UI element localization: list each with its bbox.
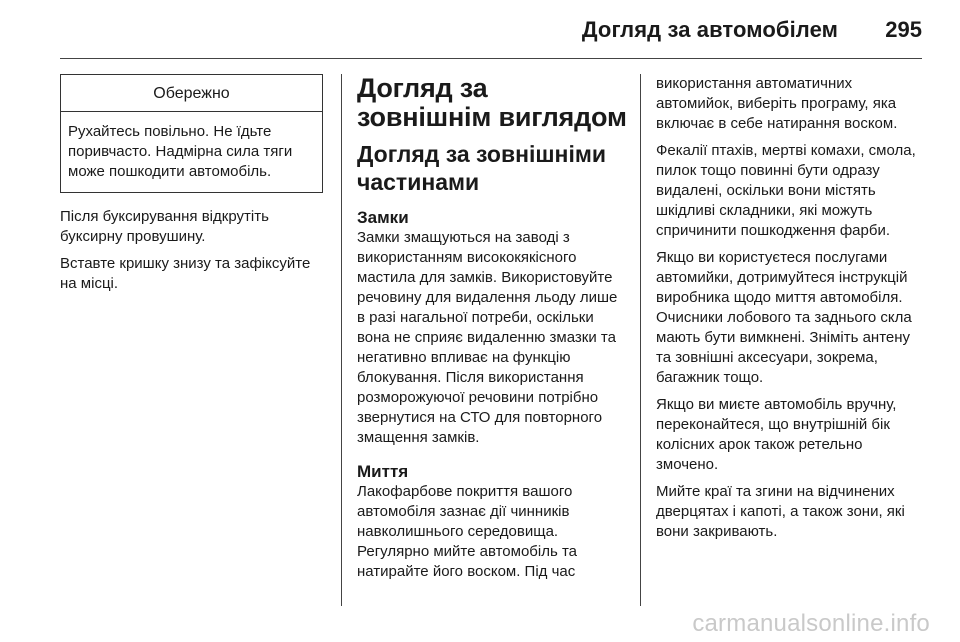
paragraph: Якщо ви користуєтеся послугами автомийки, дотримуйтеся інструкцій виробника щодо миття автомобіля. Очисники лобового та заднього скла мають бути вимкнені. Зніміть антену та зовнішні аксесуари, зокрема, багажник тощо. (656, 249, 912, 386)
paragraph: Якщо ви миєте автомобіль вручну, переконайтеся, що внутрішній бік колісних арок також ретельно змочено. (656, 396, 897, 473)
caution-text: Рухайтесь повільно. Не їдьте поривчасто. Надмірна сила тяги може пошкодити автомобіль. (68, 123, 293, 180)
column-divider-2 (640, 74, 641, 606)
locks-text: Замки змащуються на заводі з використанням висококякісного мастила для замків. Використовуйте речовину для видалення льоду лише в разі нагальної потреби, оскільки вона не сприяє видаленню змазки та негативно впливає на функцію блокування. Після використання розморожуючої речовини потрібно звернутися на СТО для повторного змащення замків. (357, 229, 618, 446)
page-number: 295 (885, 17, 922, 42)
paragraph: Мийте краї та згини на відчинених дверцятах і капоті, а також зони, які вони закривають. (656, 483, 905, 540)
section-heading: Догляд за зовнішнім виглядом (357, 73, 627, 132)
column-divider-1 (341, 74, 342, 606)
washing-heading: Миття (357, 462, 409, 481)
locks-heading: Замки (357, 208, 409, 227)
paragraph: Фекалії птахів, мертві комахи, смола, пилок тощо повинні бути одразу видалені, оскільки вони містять шкідливі складники, які можуть спричинити пошкодження фарби. (656, 142, 916, 239)
caution-box (60, 74, 323, 193)
paragraph: Вставте кришку знизу та зафіксуйте на місці. (60, 255, 311, 292)
page-header (0, 0, 960, 58)
caution-title: Обережно (61, 75, 322, 112)
running-title: Догляд за автомобілем (581, 17, 838, 42)
paragraph: використання автоматичних автомийок, виберіть програму, яка включає в себе натирання воском. (656, 75, 898, 132)
header-divider (60, 58, 922, 59)
subsection-heading: Догляд за зовнішніми частинами (357, 141, 606, 195)
watermark-text: carmanualsonline.info (692, 610, 930, 637)
column-3 (656, 74, 926, 549)
washing-text: Лакофарбове покриття вашого автомобіля зазнає дії чинників навколишнього середовища. Регулярно мийте автомобіль та натирайте його воском. Під час (357, 483, 578, 580)
column-1 (60, 74, 325, 301)
column-2 (357, 74, 627, 589)
paragraph: Після буксирування відкрутіть буксирну провушину. (60, 208, 269, 245)
